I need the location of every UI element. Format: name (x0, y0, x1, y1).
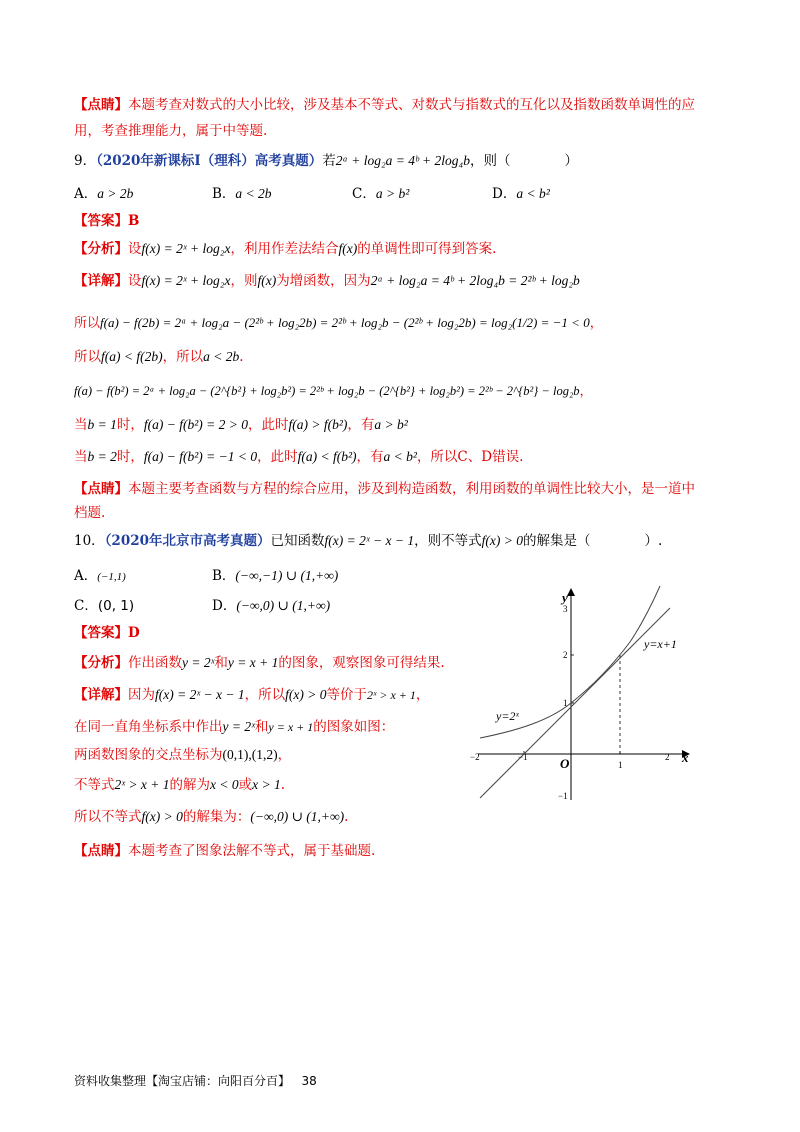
step-text: 的图象如图： (313, 719, 395, 735)
stem-math: f(x) = 2ˣ − x − 1 (324, 533, 415, 548)
analysis-text: 的单调性即可得到答案. (357, 241, 497, 257)
q9-answer (74, 212, 139, 230)
option-key: B． (212, 186, 236, 202)
y-tick-label: 2 (563, 650, 568, 660)
comment-label: 【点睛】 (74, 481, 128, 497)
option-key: C． (74, 598, 98, 614)
detail-text: ， (415, 687, 430, 703)
step-text: 和 (254, 719, 269, 735)
detail-label: 【详解】 (74, 273, 128, 289)
question-number: 10． (74, 533, 105, 549)
q9-step4 (74, 416, 408, 434)
option-key: D． (212, 598, 237, 614)
stem-text: 若 (322, 153, 336, 169)
q9-option-d (492, 182, 550, 202)
detail-math: f(x) = 2ˣ + log₂x (141, 273, 231, 288)
q9-step1 (74, 314, 603, 333)
step-math: f(a) − f(2b) = 2ᵃ + log₂a − (2²ᵇ + log₂2b) = 2²ᵇ + log₂b − (2²ᵇ + log₂2b) = log₂(1/2) = −1 < 0 (100, 315, 590, 330)
q8-comment-line1 (74, 96, 695, 114)
q9-stem (74, 152, 578, 170)
x-tick-label: 1 (618, 760, 623, 770)
curve-label: y=2ˣ (496, 709, 519, 723)
detail-math: f(x) > 0 (285, 687, 327, 702)
step-text: 所以 (74, 349, 101, 365)
comment-label: 【点睛】 (74, 97, 128, 113)
question-source: （2020年北京市高考真题） (104, 533, 271, 549)
q10-option-b (212, 564, 338, 584)
comment-text: 本题考查对数式的大小比较，涉及基本不等式、对数式与指数式的互化以及指数函数单调性的应 (128, 97, 695, 113)
comment-text: 用，考查推理能力，属于中等题. (74, 123, 268, 139)
comment-label: 【点睛】 (74, 843, 128, 859)
x-tick-label: 2 (665, 752, 670, 762)
q10-comment (74, 842, 375, 860)
step-math: f(a) < f(2b) (101, 349, 163, 364)
detail-math: f(x) (257, 273, 277, 288)
step-math: x < 0 (210, 777, 239, 792)
q10-step1 (74, 718, 394, 736)
q10-step3 (74, 776, 285, 794)
question-number: 9． (74, 153, 97, 169)
analysis-text: 和 (214, 655, 228, 671)
step-text: . (344, 809, 349, 825)
analysis-label: 【分析】 (74, 655, 128, 671)
option-key: D． (492, 186, 517, 202)
x-axis-label: x (682, 750, 689, 765)
step-math: f(a) < f(b²) (297, 449, 357, 464)
analysis-text: 设 (128, 241, 142, 257)
footer-text: 资料收集整理【淘宝店铺：向阳百分百】 (74, 1074, 291, 1088)
step-math: a < 2b (203, 349, 240, 364)
step-text: 不等式 (74, 777, 115, 793)
step-text: 的解为 (169, 777, 211, 793)
q9-analysis (74, 240, 496, 258)
option-text: (−∞,0) ∪ (1,+∞) (236, 598, 331, 613)
step-text: ， (579, 383, 593, 398)
analysis-math: y = 2ˣ (182, 655, 215, 670)
option-text: a > b² (375, 186, 410, 201)
y-axis-label: y (562, 590, 568, 605)
q9-step5 (74, 448, 523, 466)
analysis-text: 的图象，观察图象可得结果. (278, 655, 445, 671)
step-text: 两函数图象的交点坐标为 (74, 747, 223, 763)
q9-option-a (74, 182, 133, 202)
answer-value: D (128, 625, 140, 641)
option-text: a < b² (516, 186, 550, 201)
step-text: ，此时 (257, 449, 298, 465)
step-text: 的解集为： (182, 809, 251, 825)
x-tick-label: −1 (518, 752, 528, 762)
step-text: ， (277, 747, 292, 763)
stem-text: 的解集是（ ）. (522, 533, 663, 549)
step-text: ，所以C、D错误. (416, 449, 524, 465)
detail-math: 2ᵃ + log₂a = 4ᵇ + 2log₄b = 2²ᵇ + log₂b (370, 273, 580, 288)
analysis-math: f(x) (338, 241, 358, 256)
stem-text: ，则（ ） (469, 153, 578, 169)
option-text: a < 2b (235, 186, 272, 201)
option-text: (0, 1) (97, 598, 135, 614)
x-tick-label: −2 (470, 752, 480, 762)
q9-option-b (212, 182, 272, 202)
question-source: （2020年新课标Ⅰ（理科）高考真题） (96, 153, 323, 169)
option-key: A． (74, 568, 98, 584)
q10-option-c (74, 594, 134, 614)
step-math: f(a) − f(b²) = −1 < 0 (143, 449, 258, 464)
step-math: f(a) > f(b²) (288, 417, 348, 432)
option-text: (−∞,−1) ∪ (1,+∞) (235, 568, 339, 583)
comment-text: 档题. (74, 505, 106, 521)
step-text: . (239, 349, 244, 365)
step-text: ，有 (356, 449, 384, 465)
step-text: ，有 (347, 417, 375, 433)
option-key: B． (212, 568, 236, 584)
detail-math: 2ˣ > x + 1 (366, 688, 416, 702)
q10-option-a (74, 564, 126, 584)
step-math: b = 1 (87, 417, 117, 432)
stem-text: ，则不等式 (414, 533, 482, 549)
function-graph (470, 578, 700, 808)
step-math: b = 2 (87, 449, 117, 464)
analysis-text: 作出函数 (128, 655, 182, 671)
q8-comment-line2 (74, 122, 267, 140)
q9-detail (74, 272, 580, 290)
step-text: 时， (116, 449, 144, 465)
option-text: (−1,1) (97, 571, 126, 583)
step-text: 或 (238, 777, 253, 793)
step-math: y = 2ˣ (222, 719, 255, 734)
stem-math: 2ᵃ + log₂a = 4ᵇ + 2log₄b (335, 153, 470, 168)
y-tick-label: 1 (563, 698, 568, 708)
step-math: x > 1 (252, 777, 281, 792)
q9-step3 (74, 382, 592, 400)
y-tick-label: −1 (558, 791, 568, 801)
step-math: a < b² (383, 449, 417, 464)
q9-comment-line2 (74, 504, 105, 522)
option-key: C． (352, 186, 376, 202)
step-text: ，所以 (162, 349, 204, 365)
analysis-label: 【分析】 (74, 241, 128, 257)
step-math: 2ˣ > x + 1 (114, 777, 170, 792)
origin-label: O (560, 756, 570, 771)
page-number: 38 (301, 1074, 317, 1088)
analysis-math: f(x) = 2ˣ + log₂x (141, 241, 231, 256)
step-math: (−∞,0) ∪ (1,+∞) (250, 809, 345, 824)
option-text: a > 2b (97, 186, 134, 201)
step-text: 当 (74, 449, 88, 465)
stem-math: f(x) > 0 (481, 533, 523, 548)
analysis-math: y = x + 1 (227, 655, 279, 670)
step-math: f(x) > 0 (141, 809, 183, 824)
step-text: 当 (74, 417, 88, 433)
line-label: y=x+1 (644, 637, 677, 651)
footer (74, 1072, 317, 1089)
analysis-text: ，利用作差法结合 (230, 241, 339, 257)
detail-text: 因为 (128, 687, 155, 703)
step-math: y = x + 1 (268, 720, 314, 734)
q9-option-c (352, 182, 409, 202)
detail-math: f(x) = 2ˣ − x − 1 (155, 687, 245, 702)
detail-text: 为增函数，因为 (276, 273, 371, 289)
step-math: f(a) − f(b²) = 2 > 0 (143, 417, 248, 432)
option-key: A． (74, 186, 98, 202)
step-text: ，此时 (248, 417, 289, 433)
detail-text: ，则 (230, 273, 258, 289)
step-text: ， (589, 316, 603, 331)
step-math: f(a) − f(b²) = 2ᵃ + log₂a − (2^{b²} + log₂b²) = 2²ᵇ + log₂b − (2^{b²} + log₂b²) = 2²ᵇ − 2^{b²} − log₂b (74, 384, 580, 398)
step-text: . (280, 777, 286, 793)
answer-label: 【答案】 (74, 625, 128, 641)
step-math: (0,1),(1,2) (222, 747, 278, 762)
answer-label: 【答案】 (74, 213, 128, 229)
detail-text: ，所以 (244, 687, 286, 703)
q10-step4 (74, 808, 348, 826)
q10-option-d (212, 594, 330, 614)
answer-value: B (128, 213, 140, 229)
comment-text: 本题主要考查函数与方程的综合应用，涉及到构造函数，利用函数的单调性比较大小，是一道中 (128, 481, 695, 497)
q10-answer (74, 624, 140, 642)
q10-detail (74, 686, 429, 704)
q10-step2 (74, 746, 291, 764)
detail-label: 【详解】 (74, 687, 128, 703)
detail-text: 等价于 (326, 687, 367, 703)
y-tick-label: 3 (563, 604, 568, 614)
step-text: 时， (116, 417, 144, 433)
q10-stem (74, 532, 662, 550)
line-y-eq-x-plus-1 (480, 608, 670, 798)
q10-analysis (74, 654, 445, 672)
step-text: 所以 (74, 316, 101, 331)
step-math: a > b² (374, 417, 408, 432)
q9-comment-line1 (74, 480, 695, 498)
q9-step2 (74, 348, 244, 366)
step-text: 在同一直角坐标系中作出 (74, 719, 223, 735)
stem-text: 已知函数 (270, 533, 325, 549)
detail-text: 设 (128, 273, 142, 289)
step-text: 所以不等式 (74, 809, 142, 825)
comment-text: 本题考查了图象法解不等式，属于基础题. (128, 843, 376, 859)
